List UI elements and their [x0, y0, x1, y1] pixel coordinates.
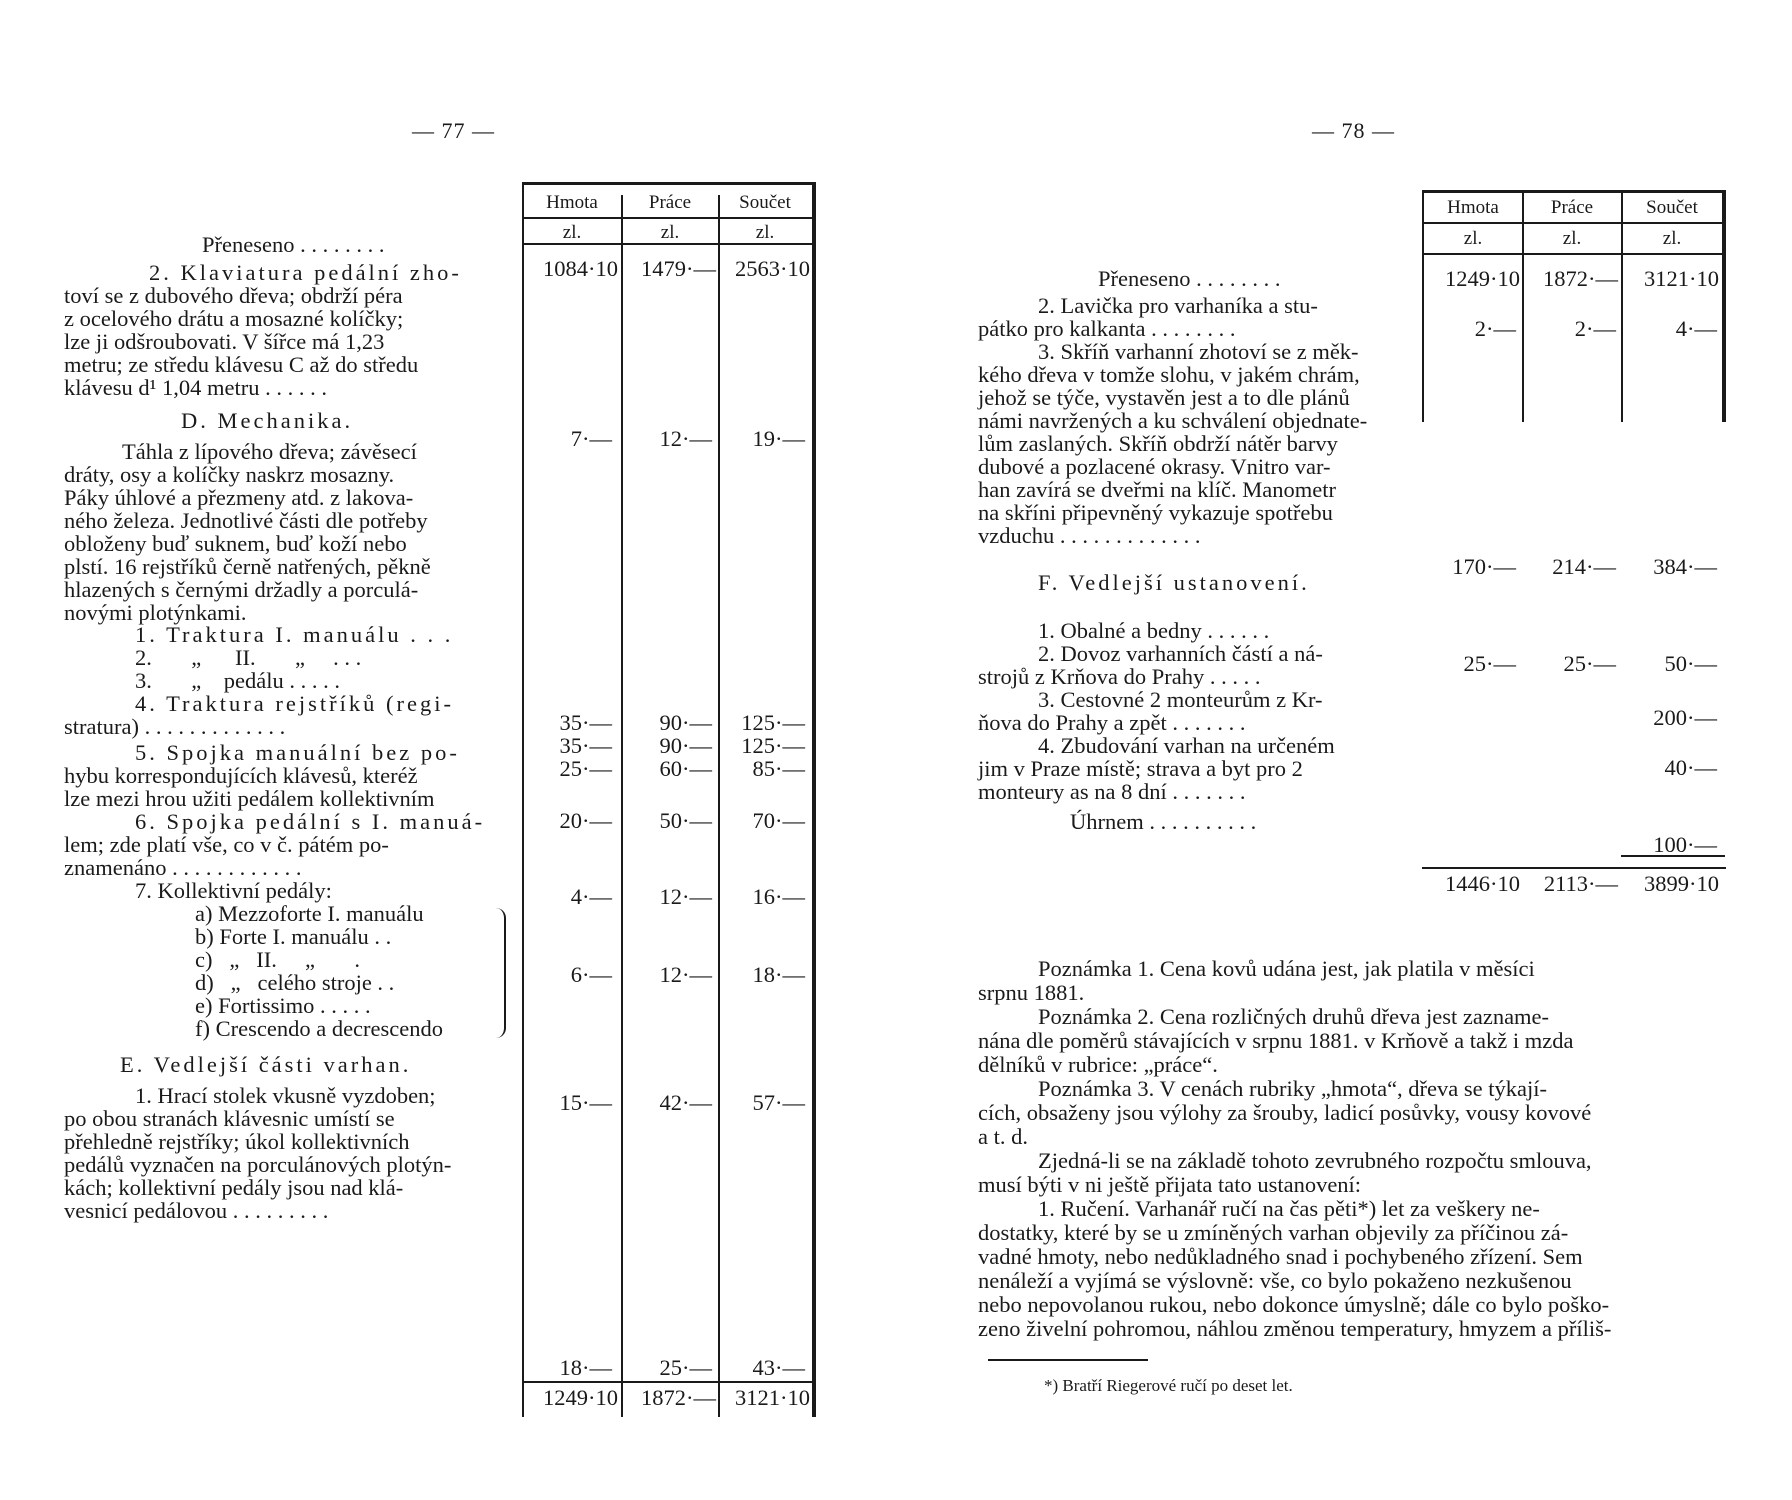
section-heading: F. Vedlejší ustanovení. [1038, 570, 1310, 595]
text-line: metru; ze středu klávesu C až do středu [64, 352, 419, 377]
cell-soucet-total: 3121·10 [735, 1385, 810, 1410]
cell-soucet: 125·— [741, 733, 805, 758]
note-line: cích, obsaženy jsou výlohy za šrouby, ladicí posůvky, vousy kovové [978, 1100, 1592, 1125]
text-line: plstí. 16 rejstříků černě natřených, pěkně [64, 554, 431, 579]
cell-soucet: 50·— [1664, 651, 1717, 676]
table-rule [1422, 190, 1424, 422]
cell-hmota: 170·— [1452, 554, 1516, 579]
cell-soucet: 57·— [752, 1090, 805, 1115]
text-line: lem; zde platí vše, co v č. pátém po- [64, 832, 389, 857]
section-heading: D. Mechanika. [181, 408, 354, 433]
table-rule [1422, 190, 1726, 193]
cell-soucet: 3121·10 [1644, 266, 1719, 291]
note-line: Poznámka 2. Cena rozličných druhů dřeva jest zazname- [1038, 1004, 1550, 1029]
cell-soucet: 4·— [1675, 316, 1717, 341]
column-header: Práce [1550, 197, 1594, 218]
column-unit: zl. [1662, 228, 1682, 249]
cell-soucet: 70·— [752, 808, 805, 833]
text-line: pedálů vyznačen na porculánových plotýn- [64, 1152, 452, 1177]
text-line: b) Forte I. manuálu . . [195, 924, 392, 949]
text-line: z ocelového drátu a mosazné kolíčky; [64, 306, 404, 331]
text-line: 3. Skříň varhanní zhotoví se z měk- [1038, 339, 1359, 364]
text-line: stratura) . . . . . . . . . . . . . [64, 714, 286, 739]
text-line: na skříni připevněný vykazuje spotřebu [978, 500, 1333, 525]
cell-prace: 12·— [659, 426, 712, 451]
text-line: pátko pro kalkanta . . . . . . . . [978, 316, 1236, 341]
cell-hmota: 2·— [1474, 316, 1516, 341]
cell-prace: 12·— [659, 962, 712, 987]
footnote-rule [988, 1359, 1148, 1361]
note-line: nebo nepovolanou rukou, nebo dokonce úmyslně; dále co bylo poško- [978, 1292, 1610, 1317]
table-rule [1422, 867, 1726, 869]
note-line: nenáleží a vyjímá se výslovně: vše, co bylo pokaženo nezkušenou [978, 1268, 1572, 1293]
cell-hmota: 25·— [1463, 651, 1516, 676]
note-line: dělníků v rubrice: „práce“. [978, 1052, 1218, 1077]
text-line: Přeneseno . . . . . . . . [1098, 266, 1281, 291]
text-line: 2. „ II. „ . . . [135, 645, 362, 670]
cell-hmota: 1249·10 [1445, 266, 1520, 291]
cell-soucet: 16·— [752, 884, 805, 909]
note-line: vadné hmoty, nebo nedůkladného snad i pochybeného zřízení. Sem [978, 1244, 1583, 1269]
cell-prace: 214·— [1552, 554, 1616, 579]
table-rule [1722, 190, 1726, 422]
brace [494, 908, 506, 1038]
note-line: srpnu 1881. [978, 980, 1085, 1005]
column-header: Součet [1646, 197, 1698, 218]
note-line: zeno živelní pohromou, náhlou změnou temperatury, hmyzem a příliš- [978, 1316, 1612, 1341]
text-line: 1. Obalné a bedny . . . . . . [1038, 618, 1270, 643]
cell-hmota: 35·— [559, 733, 612, 758]
cell-prace-total: 2113·— [1543, 871, 1618, 896]
text-line: po obou stranách klávesnic umístí se [64, 1106, 395, 1131]
text-line: 1. Traktura I. manuálu . . . [135, 622, 454, 647]
cell-hmota: 18·— [559, 1355, 612, 1380]
cell-hmota-total: 1446·10 [1445, 871, 1520, 896]
text-line: lze ji odšroubovati. V šířce má 1,23 [64, 329, 385, 354]
text-line: han zavírá se dveřmi na klíč. Manometr [978, 477, 1336, 502]
note-line: 1. Ručení. Varhanář ručí na čas pěti*) let za veškery ne- [1038, 1196, 1540, 1221]
cell-hmota: 20·— [559, 808, 612, 833]
cell-prace: 1872·— [1543, 266, 1618, 291]
text-line: jim v Praze místě; strava a byt pro 2 [978, 756, 1303, 781]
text-line: 3. „ pedálu . . . . . [135, 668, 340, 693]
table-rule [718, 195, 720, 1417]
table-rule [1621, 190, 1623, 422]
text-line: 2. Klaviatura pedální zho- [149, 260, 462, 285]
text-line: znamenáno . . . . . . . . . . . . [64, 855, 302, 880]
text-line: vesnicí pedálovou . . . . . . . . . [64, 1198, 329, 1223]
note-line: Poznámka 1. Cena kovů udána jest, jak platila v měsíci [1038, 956, 1535, 981]
text-line: toví se z dubového dřeva; obdrží péra [64, 283, 403, 308]
column-unit: zl. [755, 222, 775, 243]
column-header: Práce [648, 192, 692, 213]
text-line: přehledně rejstříky; úkol kollektivních [64, 1129, 410, 1154]
cell-hmota: 15·— [559, 1090, 612, 1115]
text-line: Táhla z lípového dřeva; závěsecí [122, 439, 417, 464]
text-line: f) Crescendo a decrescendo [195, 1016, 443, 1041]
text-line: kého dřeva v tomže slohu, v jakém chrám, [978, 362, 1360, 387]
table-rule [522, 182, 524, 1417]
table-rule [812, 182, 816, 1417]
cell-prace: 90·— [659, 710, 712, 735]
column-unit: zl. [1562, 228, 1582, 249]
text-line: 4. Traktura rejstříků (regi- [135, 691, 454, 716]
cell-soucet: 85·— [752, 756, 805, 781]
cell-prace: 42·— [659, 1090, 712, 1115]
table-rule [1422, 222, 1726, 224]
text-line: monteury as na 8 dní . . . . . . . [978, 779, 1246, 804]
cell-soucet: 2563·10 [735, 256, 810, 281]
text-line: vzduchu . . . . . . . . . . . . . [978, 523, 1201, 548]
cell-prace: 1479·— [641, 256, 716, 281]
column-header: Hmota [1447, 197, 1499, 218]
text-line: strojů z Krňova do Prahy . . . . . [978, 664, 1261, 689]
note-line: Poznámka 3. V cenách rubriky „hmota“, dřeva se týkají- [1038, 1076, 1547, 1101]
text-line: jehož se týče, vystavěn jest a to dle plánů [978, 385, 1350, 410]
text-line: novými plotýnkami. [64, 600, 247, 625]
text-line: Přeneseno . . . . . . . . [202, 232, 385, 257]
column-unit: zl. [1463, 228, 1483, 249]
note-line: musí býti v ni ještě přijata tato ustanovení: [978, 1172, 1362, 1197]
text-line: Páky úhlové a přezmeny atd. z lakova- [64, 485, 414, 510]
cell-prace: 2·— [1574, 316, 1616, 341]
page-number: — 77 — [412, 118, 495, 143]
cell-prace: 60·— [659, 756, 712, 781]
text-line: 6. Spojka pedální s I. manuá- [135, 809, 486, 834]
page-78 [896, 0, 1792, 1500]
text-line: d) „ celého stroje . . [195, 970, 395, 995]
text-line: kách; kollektivní pedály jsou nad klá- [64, 1175, 404, 1200]
text-line: a) Mezzoforte I. manuálu [195, 901, 424, 926]
text-line: 5. Spojka manuální bez po- [135, 740, 460, 765]
table-rule [522, 1381, 816, 1383]
text-line: lze mezi hrou užiti pedálem kollektivním [64, 786, 435, 811]
text-line: dráty, osy a kolíčky naskrz mosazny. [64, 462, 395, 487]
cell-soucet: 100·— [1653, 832, 1717, 857]
text-line: 1. Hrací stolek vkusně vyzdoben; [135, 1083, 436, 1108]
section-heading: E. Vedlejší části varhan. [120, 1052, 412, 1077]
cell-hmota: 1084·10 [543, 256, 618, 281]
cell-prace: 50·— [659, 808, 712, 833]
note-line: dostatky, které by se u zmíněných varhan objevily za příčinou zá- [978, 1220, 1569, 1245]
text-line: ňova do Prahy a zpět . . . . . . . [978, 710, 1246, 735]
text-line: námi navržených a ku schválení objednate- [978, 408, 1368, 433]
text-line: 3. Cestovné 2 monteurům z Kr- [1038, 687, 1323, 712]
text-line: 2. Dovoz varhanních částí a ná- [1038, 641, 1323, 666]
total-label: Úhrnem . . . . . . . . . . [1070, 809, 1257, 834]
cell-hmota: 25·— [559, 756, 612, 781]
cell-hmota-total: 1249·10 [543, 1385, 618, 1410]
table-rule [621, 195, 623, 1417]
text-line: ného železa. Jednotlivé části dle potřeby [64, 508, 428, 533]
cell-prace: 90·— [659, 733, 712, 758]
page-number: — 78 — [1312, 118, 1395, 143]
note-line: nána dle poměrů stávajících v srpnu 1881. v Krňově a takž i mzda [978, 1028, 1574, 1053]
cell-soucet: 19·— [752, 426, 805, 451]
text-line: klávesu d¹ 1,04 metru . . . . . . [64, 375, 327, 400]
cell-hmota: 35·— [559, 710, 612, 735]
text-line: hlazených s černými držadly a porculá- [64, 577, 419, 602]
cell-prace: 12·— [659, 884, 712, 909]
text-line: e) Fortissimo . . . . . [195, 993, 371, 1018]
cell-hmota: 4·— [570, 884, 612, 909]
text-line: hybu korrespondujících klávesů, kteréž [64, 763, 418, 788]
cell-prace-total: 1872·— [641, 1385, 716, 1410]
column-header: Hmota [546, 192, 598, 213]
cell-soucet: 384·— [1653, 554, 1717, 579]
cell-hmota: 7·— [570, 426, 612, 451]
cell-hmota: 6·— [570, 962, 612, 987]
cell-soucet: 40·— [1664, 755, 1717, 780]
note-line: Zjedná-li se na základě tohoto zevrubného rozpočtu smlouva, [1038, 1148, 1592, 1173]
cell-soucet: 18·— [752, 962, 805, 987]
column-unit: zl. [660, 222, 680, 243]
table-rule [522, 217, 816, 219]
text-line: obloženy buď suknem, buď koží nebo [64, 531, 407, 556]
column-unit: zl. [562, 222, 582, 243]
cell-soucet: 200·— [1653, 705, 1717, 730]
text-line: 4. Zbudování varhan na určeném [1038, 733, 1335, 758]
cell-prace: 25·— [1563, 651, 1616, 676]
cell-soucet: 125·— [741, 710, 805, 735]
note-line: a t. d. [978, 1124, 1028, 1149]
text-line: c) „ II. „ . [195, 947, 360, 972]
text-line: lům zaslaných. Skříň obdrží nátěr barvy [978, 431, 1338, 456]
column-header: Součet [739, 192, 791, 213]
text-line: 2. Lavička pro varhaníka a stu- [1038, 293, 1318, 318]
text-line: 7. Kollektivní pedály: [135, 878, 332, 903]
text-line: dubové a pozlacené okrasy. Vnitro var- [978, 454, 1331, 479]
cell-soucet: 43·— [752, 1355, 805, 1380]
footnote: *) Bratří Riegerové ručí po deset let. [1044, 1376, 1293, 1395]
table-rule [1522, 190, 1524, 422]
cell-soucet-total: 3899·10 [1644, 871, 1719, 896]
cell-prace: 25·— [659, 1355, 712, 1380]
table-rule [522, 182, 816, 185]
table-rule [1422, 253, 1726, 255]
